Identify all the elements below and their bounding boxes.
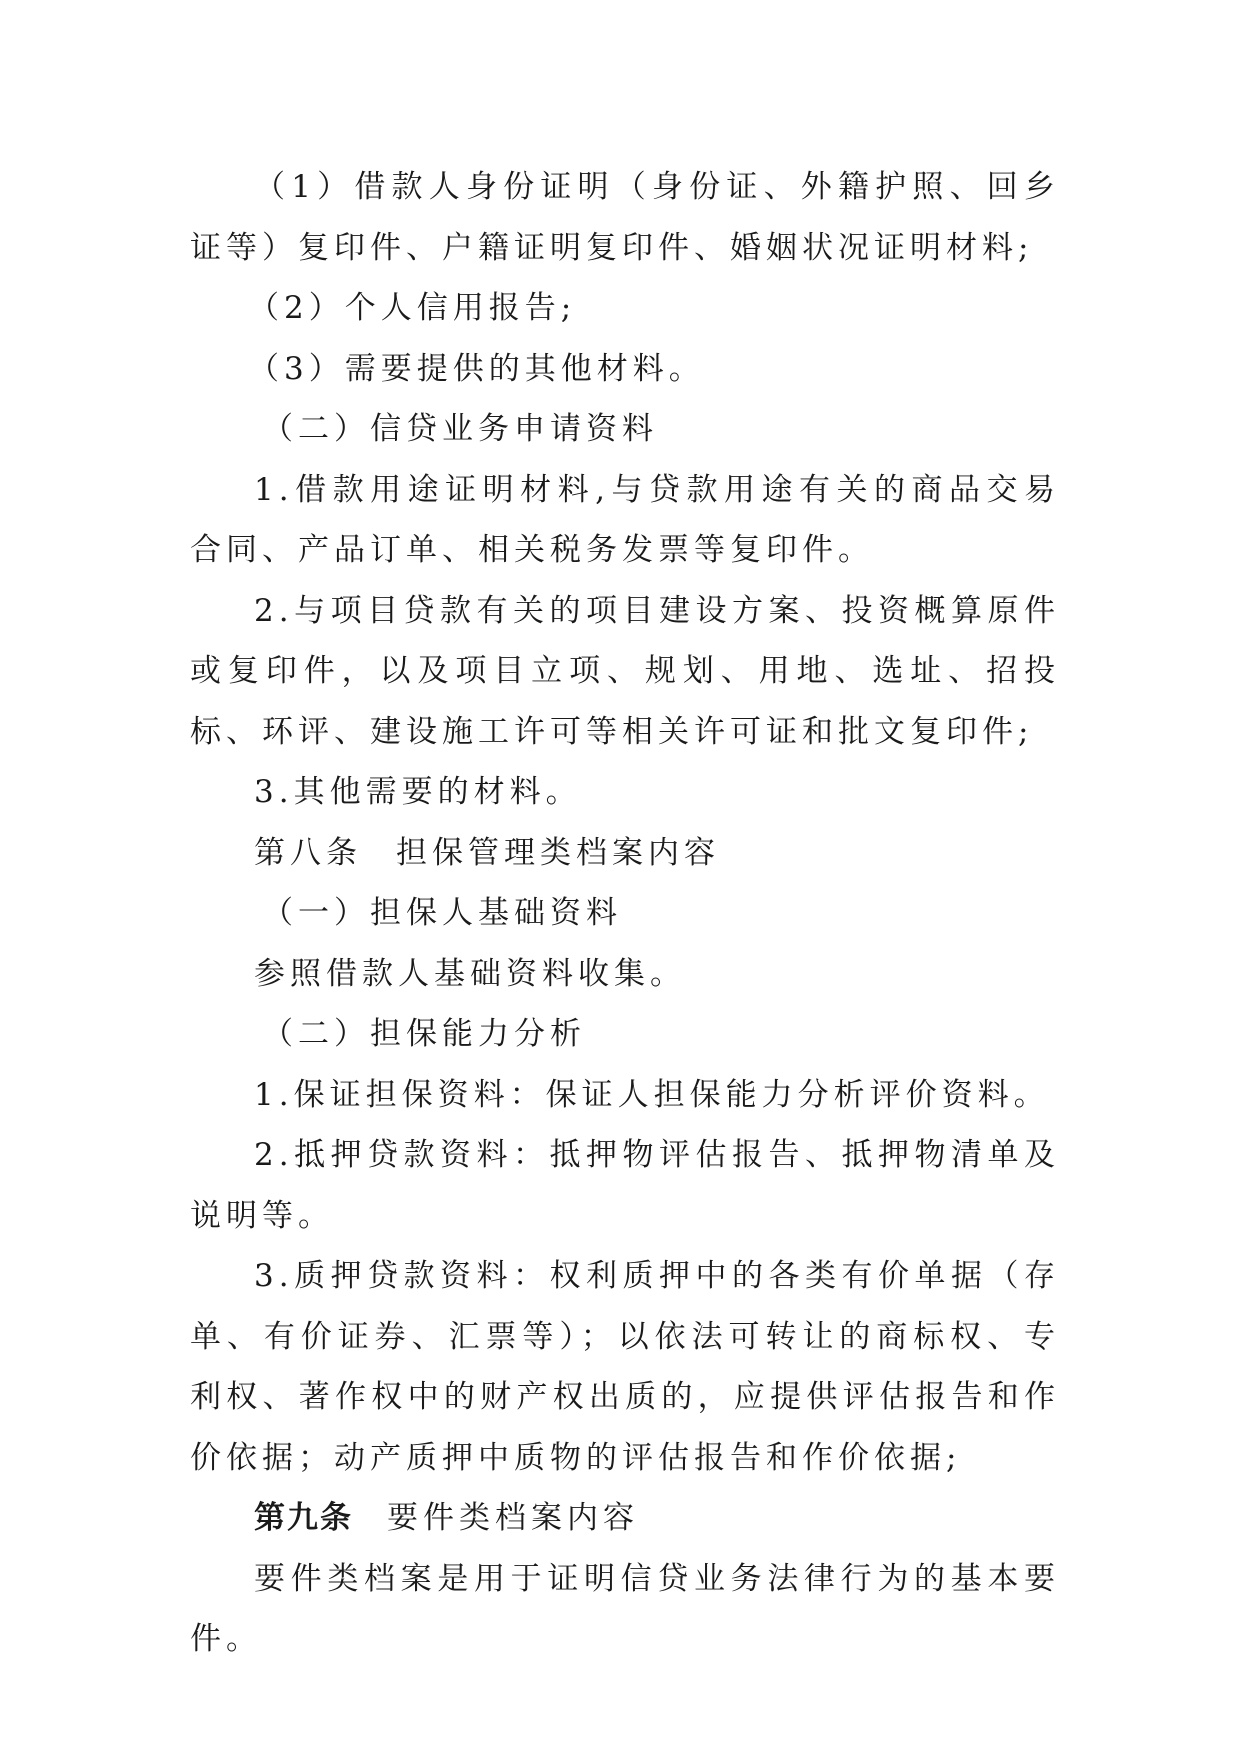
article-nine — [190, 1488, 1060, 1549]
paragraph-borrower-identity: （1）借款人身份证明（身份证、外籍护照、回乡证等）复印件、户籍证明复印件、婚姻状况证明材料; — [190, 169, 1060, 266]
paragraph-mortgage-materials: 2.抵押贷款资料：抵押物评估报告、抵押物清单及说明等。 — [190, 1137, 1060, 1234]
paragraph-guarantee-materials: 1.保证担保资料：保证人担保能力分析评价资料。 — [254, 1076, 1050, 1113]
paragraph-project-loan: 2.与项目贷款有关的项目建设方案、投资概算原件或复印件，以及项目立项、规划、用地、选址、招投标、环评、建设施工许可等相关许可证和批文复印件; — [190, 592, 1060, 750]
paragraph-loan-purpose: 1.借款用途证明材料,与贷款用途有关的商品交易合同、产品订单、相关税务发票等复印件。 — [190, 471, 1060, 568]
paragraph-credit-report: （2）个人信用报告; — [248, 290, 577, 326]
article-eight — [190, 823, 1060, 884]
article-eight-title: 担保管理类档案内容 — [396, 834, 720, 871]
document-page — [190, 157, 1060, 1670]
article-nine-label: 第九条 — [254, 1500, 353, 1536]
article-eight-label: 第八条 — [254, 834, 362, 871]
heading-credit-application: （二）信贷业务申请资料 — [262, 411, 658, 447]
article-nine-title: 要件类档案内容 — [387, 1500, 639, 1536]
paragraph-other-needed: 3.其他需要的材料。 — [254, 774, 582, 810]
paragraph-pledge-materials: 3.质押贷款资料：权利质押中的各类有价单据（存单、有价证券、汇票等）；以依法可转让的商标权、专利权、著作权中的财产权出质的，应提供评估报告和作价依据；动产质押中质物的评估报告和作价依据; — [190, 1258, 1060, 1476]
paragraph-essential-files: 要件类档案是用于证明信贷业务法律行为的基本要件。 — [190, 1560, 1060, 1657]
paragraph-guarantor-reference: 参照借款人基础资料收集。 — [254, 955, 686, 992]
paragraph-other-materials: （3）需要提供的其他材料。 — [248, 350, 705, 387]
heading-guarantor-basic: （一）担保人基础资料 — [262, 895, 622, 931]
heading-guarantee-capability: （二）担保能力分析 — [262, 1016, 586, 1052]
